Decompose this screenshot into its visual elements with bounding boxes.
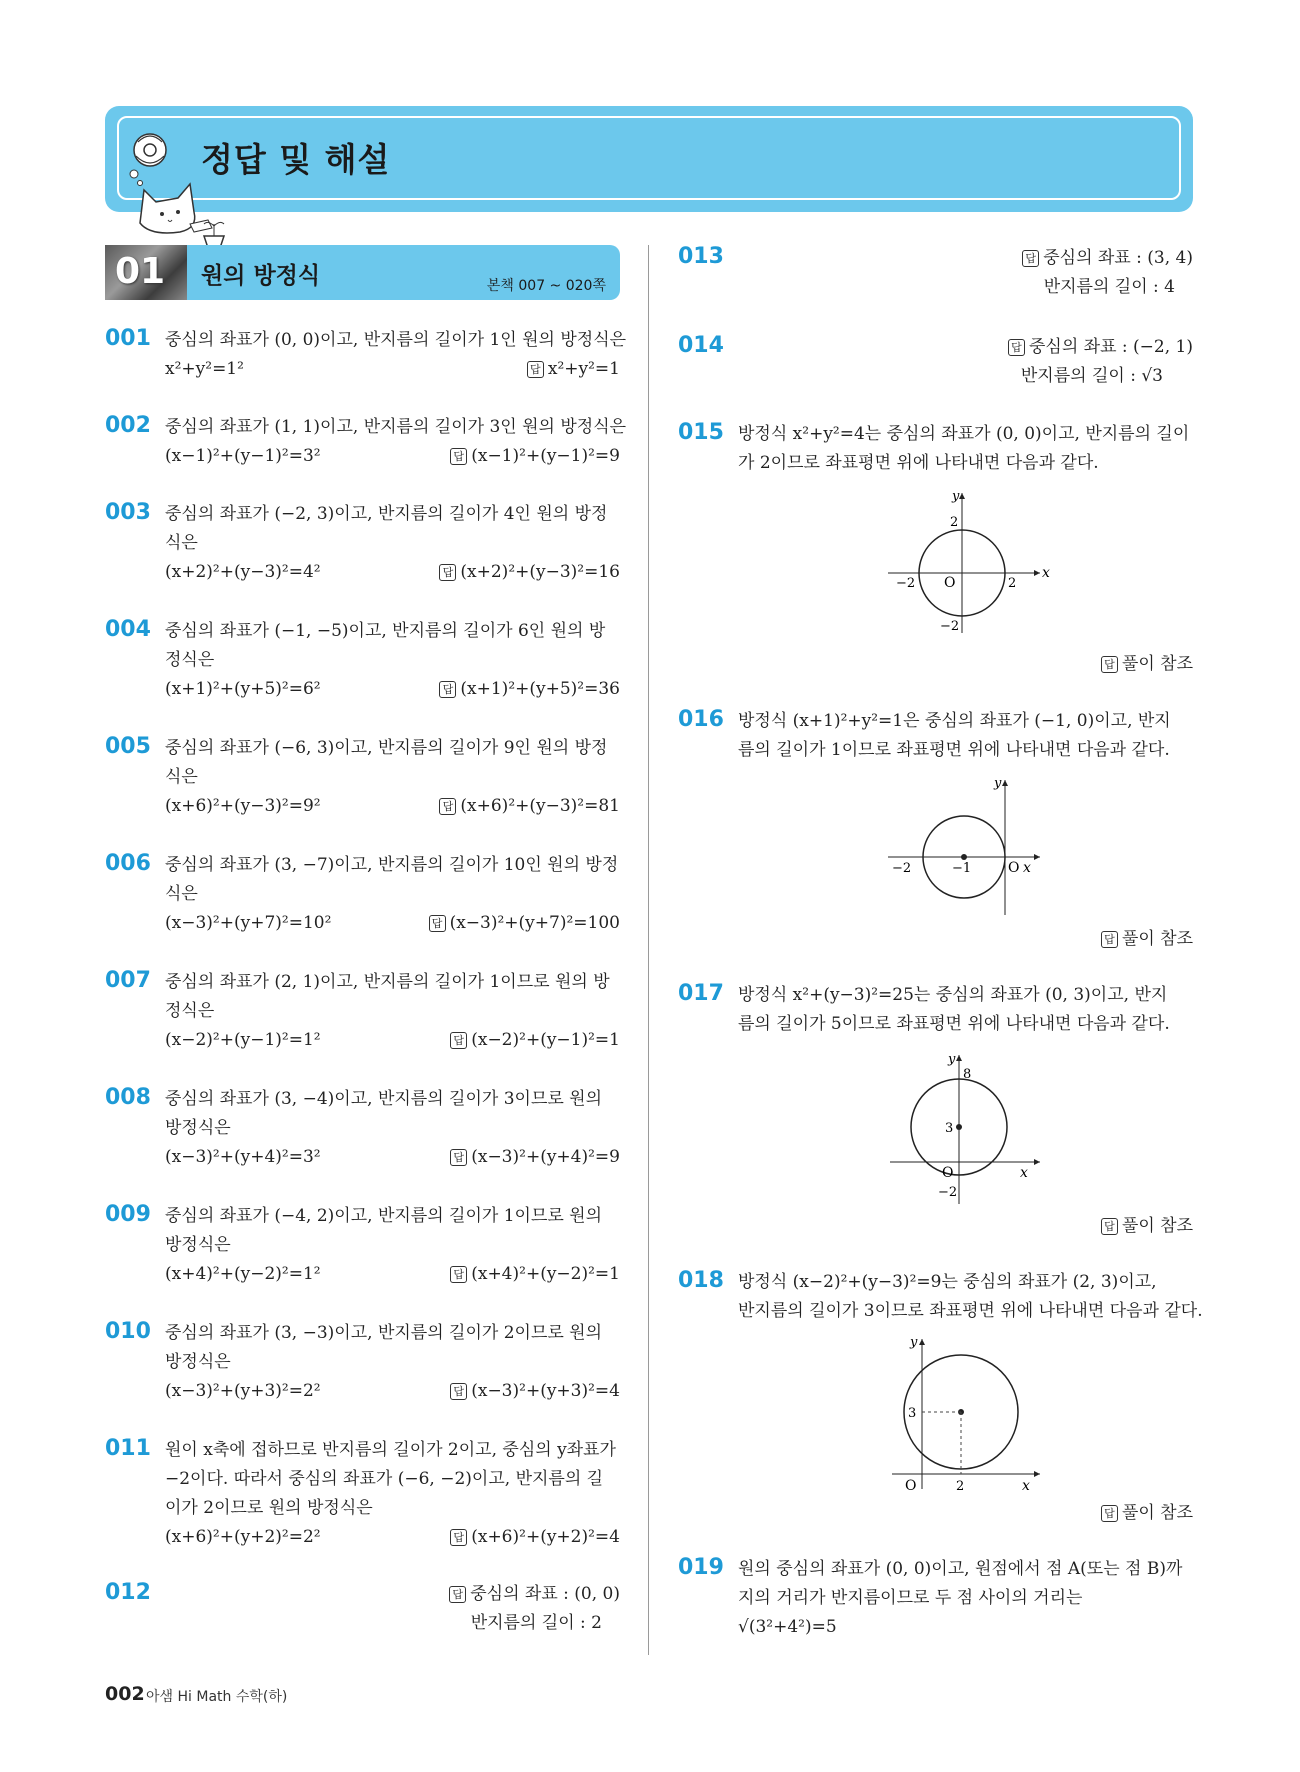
problem-text: 방정식 x²+(y−3)²=25는 중심의 좌표가 (0, 3)이고, 반지 — [738, 985, 1168, 1005]
problem-number: 018 — [678, 1268, 724, 1293]
equation: (x+6)²+(y−3)²=9² — [165, 796, 321, 816]
tick-label: 2 — [956, 1479, 965, 1494]
answer: (x+4)²+(y−2)²=1 — [471, 1264, 620, 1284]
tick-label: −2 — [892, 861, 912, 876]
tick-label: −2 — [938, 1185, 958, 1200]
tick-label: −2 — [896, 576, 916, 591]
graph-015 — [880, 488, 1050, 638]
problem-text: 름의 길이가 1이므로 좌표평면 위에 나타내면 다음과 같다. — [738, 740, 1170, 760]
answer-mark-icon: 답 — [450, 1032, 467, 1049]
problem-number: 010 — [105, 1319, 151, 1344]
origin-label: O — [942, 1165, 954, 1181]
answer-mark-icon: 답 — [450, 1266, 467, 1283]
problem-text: 중심의 좌표가 (3, −4)이고, 반지름의 길이가 3이므로 원의 — [165, 1089, 603, 1109]
problem-text: 식은 — [165, 767, 198, 787]
problem-text: −2이다. 따라서 중심의 좌표가 (−6, −2)이고, 반지름의 길 — [165, 1469, 604, 1489]
problem-number: 014 — [678, 333, 724, 358]
equation: (x−3)²+(y+4)²=3² — [165, 1147, 321, 1167]
problem-number: 001 — [105, 326, 151, 351]
problem-text: 중심의 좌표가 (−1, −5)이고, 반지름의 길이가 6인 원의 방 — [165, 621, 606, 641]
problem-text: 방정식 (x+1)²+y²=1은 중심의 좌표가 (−1, 0)이고, 반지 — [738, 711, 1171, 731]
x-axis-label: x — [1023, 860, 1031, 876]
problem-number: 005 — [105, 734, 151, 759]
graph-016 — [880, 775, 1050, 920]
answer: 풀이 참조 — [1121, 654, 1193, 674]
answer: (x+2)²+(y−3)²=16 — [460, 562, 620, 582]
answer-mark-icon: 답 — [1022, 250, 1039, 267]
equation: (x−1)²+(y−1)²=3² — [165, 446, 321, 466]
equation: (x−3)²+(y+7)²=10² — [165, 913, 332, 933]
origin-label: O — [905, 1478, 917, 1494]
problem-number: 008 — [105, 1085, 151, 1110]
problem-text: 정식은 — [165, 1001, 215, 1021]
answer: 풀이 참조 — [1121, 929, 1193, 949]
problem-text: 중심의 좌표가 (−6, 3)이고, 반지름의 길이가 9인 원의 방정 — [165, 738, 608, 758]
problem-number: 002 — [105, 413, 151, 438]
problem-text: 식은 — [165, 884, 198, 904]
problem-text: 방정식은 — [165, 1235, 231, 1255]
answer: (x−1)²+(y−1)²=9 — [471, 446, 620, 466]
answer: 중심의 좌표 : (−2, 1) — [1029, 337, 1193, 357]
tick-label: −1 — [952, 861, 972, 876]
answer-mark-icon: 답 — [439, 798, 456, 815]
problem-text: 정식은 — [165, 650, 215, 670]
problem-number: 016 — [678, 707, 724, 732]
problem-text: 이가 2이므로 원의 방정식은 — [165, 1498, 373, 1518]
problem-text: 중심의 좌표가 (−4, 2)이고, 반지름의 길이가 1이므로 원의 — [165, 1206, 603, 1226]
tick-label: 3 — [945, 1121, 954, 1136]
answer-mark-icon: 답 — [450, 448, 467, 465]
answer-mark-icon: 답 — [527, 361, 544, 378]
answer: (x−2)²+(y−1)²=1 — [471, 1030, 620, 1050]
answer-mark-icon: 답 — [450, 1529, 467, 1546]
problem-text: 지의 거리가 반지름이므로 두 점 사이의 거리는 — [738, 1588, 1083, 1608]
problem-number: 003 — [105, 500, 151, 525]
problem-text: 식은 — [165, 533, 198, 553]
y-axis-label: y — [910, 1335, 918, 1350]
problem-number: 006 — [105, 851, 151, 876]
section-header — [105, 245, 620, 300]
x-axis-label: x — [1020, 1165, 1028, 1181]
origin-label: O — [944, 575, 956, 591]
answer: (x+1)²+(y+5)²=36 — [460, 679, 620, 699]
equation: (x−2)²+(y−1)²=1² — [165, 1030, 321, 1050]
y-axis-label: y — [948, 1052, 956, 1067]
answer-line-2: 반지름의 길이 : 2 — [470, 1613, 602, 1633]
equation: (x+1)²+(y+5)²=6² — [165, 679, 321, 699]
tick-label: 8 — [963, 1067, 972, 1082]
answer: (x−3)²+(y+4)²=9 — [471, 1147, 620, 1167]
page-number: 002 — [105, 1683, 145, 1705]
y-axis-label: y — [994, 776, 1002, 791]
answer: (x+6)²+(y−3)²=81 — [460, 796, 620, 816]
problem-text: 방정식 (x−2)²+(y−3)²=9는 중심의 좌표가 (2, 3)이고, — [738, 1272, 1157, 1292]
graph-018 — [880, 1334, 1050, 1494]
answer-mark-icon: 답 — [1101, 656, 1118, 673]
problem-text: 원의 중심의 좌표가 (0, 0)이고, 원점에서 점 A(또는 점 B)까 — [738, 1559, 1183, 1579]
answer: 중심의 좌표 : (0, 0) — [470, 1584, 620, 1604]
problem-text: 가 2이므로 좌표평면 위에 나타내면 다음과 같다. — [738, 453, 1099, 473]
answer-line-2: 반지름의 길이 : 4 — [1043, 277, 1175, 297]
answer: x²+y²=1 — [547, 359, 620, 379]
answer-mark-icon: 답 — [439, 564, 456, 581]
section-number: 01 — [115, 251, 166, 292]
equation: (x−3)²+(y+3)²=2² — [165, 1381, 321, 1401]
problem-text: 름의 길이가 5이므로 좌표평면 위에 나타내면 다음과 같다. — [738, 1014, 1170, 1034]
answer-mark-icon: 답 — [439, 681, 456, 698]
answer-mark-icon: 답 — [449, 1586, 466, 1603]
page-title: 정답 및 해설 — [201, 140, 391, 179]
answer-mark-icon: 답 — [1101, 1218, 1118, 1235]
tick-label: 2 — [1008, 576, 1017, 591]
tick-label: 2 — [950, 515, 959, 530]
answer: (x−3)²+(y+7)²=100 — [449, 913, 620, 933]
problem-number: 019 — [678, 1555, 724, 1580]
problem-text: 원이 x축에 접하므로 반지름의 길이가 2이고, 중심의 y좌표가 — [165, 1440, 616, 1460]
answer: 풀이 참조 — [1121, 1503, 1193, 1523]
origin-label: O — [1008, 860, 1020, 876]
problem-text: 반지름의 길이가 3이므로 좌표평면 위에 나타내면 다음과 같다. — [738, 1301, 1203, 1321]
answer-line-2: 반지름의 길이 : √3 — [1020, 366, 1163, 386]
x-axis-label: x — [1022, 1478, 1030, 1494]
tick-label: 3 — [908, 1406, 917, 1421]
tick-label: −2 — [940, 619, 960, 634]
problem-number: 012 — [105, 1580, 151, 1605]
problem-text: 중심의 좌표가 (2, 1)이고, 반지름의 길이가 1이므로 원의 방 — [165, 972, 610, 992]
section-title: 원의 방정식 — [201, 263, 321, 289]
problem-text: 중심의 좌표가 (3, −7)이고, 반지름의 길이가 10인 원의 방정 — [165, 855, 619, 875]
section-page-ref: 본책 007 ~ 020쪽 — [486, 278, 606, 294]
book-title: 아샘 Hi Math 수학(하) — [146, 1689, 288, 1705]
problem-number: 015 — [678, 420, 724, 445]
problem-text: 중심의 좌표가 (−2, 3)이고, 반지름의 길이가 4인 원의 방정 — [165, 504, 608, 524]
problem-number: 007 — [105, 968, 151, 993]
problem-text: 중심의 좌표가 (1, 1)이고, 반지름의 길이가 3인 원의 방정식은 — [165, 417, 627, 437]
answer: 풀이 참조 — [1121, 1216, 1193, 1236]
answer: 중심의 좌표 : (3, 4) — [1043, 248, 1193, 268]
answer-mark-icon: 답 — [450, 1383, 467, 1400]
answer-mark-icon: 답 — [450, 1149, 467, 1166]
column-divider — [648, 245, 649, 1655]
answer: (x+6)²+(y+2)²=4 — [471, 1527, 620, 1547]
problem-text: 중심의 좌표가 (3, −3)이고, 반지름의 길이가 2이므로 원의 — [165, 1323, 603, 1343]
answer-mark-icon: 답 — [429, 915, 446, 932]
problem-text: 방정식 x²+y²=4는 중심의 좌표가 (0, 0)이고, 반지름의 길이 — [738, 424, 1190, 444]
answer-mark-icon: 답 — [1008, 339, 1025, 356]
header-banner — [105, 106, 1193, 212]
graph-017 — [880, 1052, 1050, 1207]
answer-mark-icon: 답 — [1101, 931, 1118, 948]
cat-mascot-icon — [120, 128, 230, 248]
answer-mark-icon: 답 — [1101, 1505, 1118, 1522]
problem-text: 방정식은 — [165, 1352, 231, 1372]
equation: (x+4)²+(y−2)²=1² — [165, 1264, 321, 1284]
x-axis-label: x — [1042, 565, 1050, 581]
problem-number: 011 — [105, 1436, 151, 1461]
answer: (x−3)²+(y+3)²=4 — [471, 1381, 620, 1401]
problem-text: √(3²+4²)=5 — [738, 1617, 837, 1637]
problem-text: 중심의 좌표가 (0, 0)이고, 반지름의 길이가 1인 원의 방정식은 — [165, 330, 627, 350]
problem-number: 009 — [105, 1202, 151, 1227]
problem-text: 방정식은 — [165, 1118, 231, 1138]
equation: x²+y²=1² — [165, 359, 244, 379]
equation: (x+6)²+(y+2)²=2² — [165, 1527, 321, 1547]
problem-number: 004 — [105, 617, 151, 642]
problem-number: 013 — [678, 244, 724, 269]
y-axis-label: y — [952, 489, 960, 504]
problem-number: 017 — [678, 981, 724, 1006]
equation: (x+2)²+(y−3)²=4² — [165, 562, 321, 582]
